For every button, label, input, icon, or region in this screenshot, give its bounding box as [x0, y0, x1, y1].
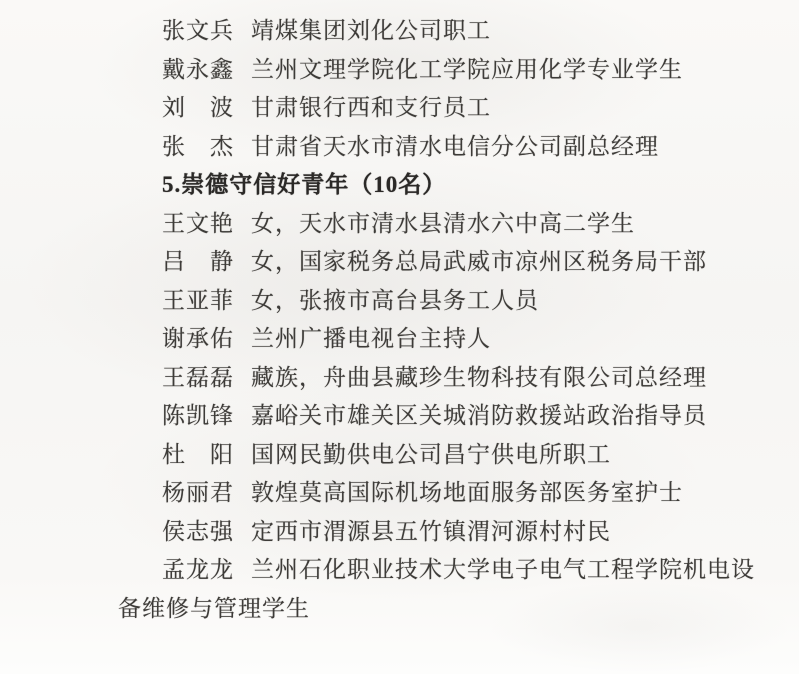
person-description: 甘肃省天水市清水电信分公司副总经理 — [251, 133, 659, 159]
list-item — [118, 243, 761, 282]
person-description: 国网民勤供电公司昌宁供电所职工 — [251, 441, 611, 467]
person-description: 女，天水市清水县清水六中高二学生 — [251, 210, 635, 236]
person-name: 戴永鑫 — [162, 56, 234, 82]
person-name: 王亚菲 — [162, 287, 234, 313]
section-heading: 5.崇德守信好青年（10名） — [162, 172, 447, 197]
list-item — [118, 513, 761, 552]
person-name: 侯志强 — [162, 518, 234, 544]
list-item — [118, 474, 761, 513]
person-description: 敦煌莫高国际机场地面服务部医务室护士 — [251, 480, 683, 505]
person-name: 王文艳 — [162, 210, 234, 236]
person-name: 张 杰 — [162, 133, 234, 159]
list-item — [118, 359, 761, 398]
person-name: 吕 静 — [162, 249, 234, 274]
person-description: 女，国家税务总局武威市凉州区税务局干部 — [251, 249, 707, 274]
person-description: 藏族，舟曲县藏珍生物科技有限公司总经理 — [251, 364, 707, 390]
list-item — [118, 51, 761, 90]
person-name: 孟龙龙 — [162, 557, 234, 582]
list-item — [118, 282, 761, 321]
list-item — [118, 128, 761, 167]
person-name: 刘 波 — [162, 95, 234, 120]
list-item — [118, 89, 761, 128]
person-name: 陈凯锋 — [162, 403, 234, 428]
person-description: 女，张掖市高台县务工人员 — [251, 287, 539, 313]
list-item — [118, 320, 761, 359]
person-description: 靖煤集团刘化公司职工 — [251, 18, 491, 43]
person-name: 杜 阳 — [162, 441, 234, 467]
person-name: 张文兵 — [162, 18, 234, 43]
list-item — [118, 12, 761, 51]
list-item — [118, 551, 761, 628]
person-description: 兰州石化职业技术大学电子电气工程学院机电设备维修与管理学生 — [118, 557, 755, 621]
person-name: 王磊磊 — [162, 364, 234, 390]
person-description: 嘉峪关市雄关区关城消防救援站政治指导员 — [251, 403, 707, 428]
list-item — [118, 397, 761, 436]
person-description: 甘肃银行西和支行员工 — [251, 95, 491, 120]
person-name: 杨丽君 — [162, 480, 234, 505]
person-description: 兰州广播电视台主持人 — [251, 326, 491, 351]
list-item — [118, 205, 761, 244]
person-name: 谢承佑 — [162, 326, 234, 351]
person-description: 兰州文理学院化工学院应用化学专业学生 — [251, 56, 683, 82]
list-item — [118, 436, 761, 475]
person-description: 定西市渭源县五竹镇渭河源村村民 — [251, 518, 611, 544]
